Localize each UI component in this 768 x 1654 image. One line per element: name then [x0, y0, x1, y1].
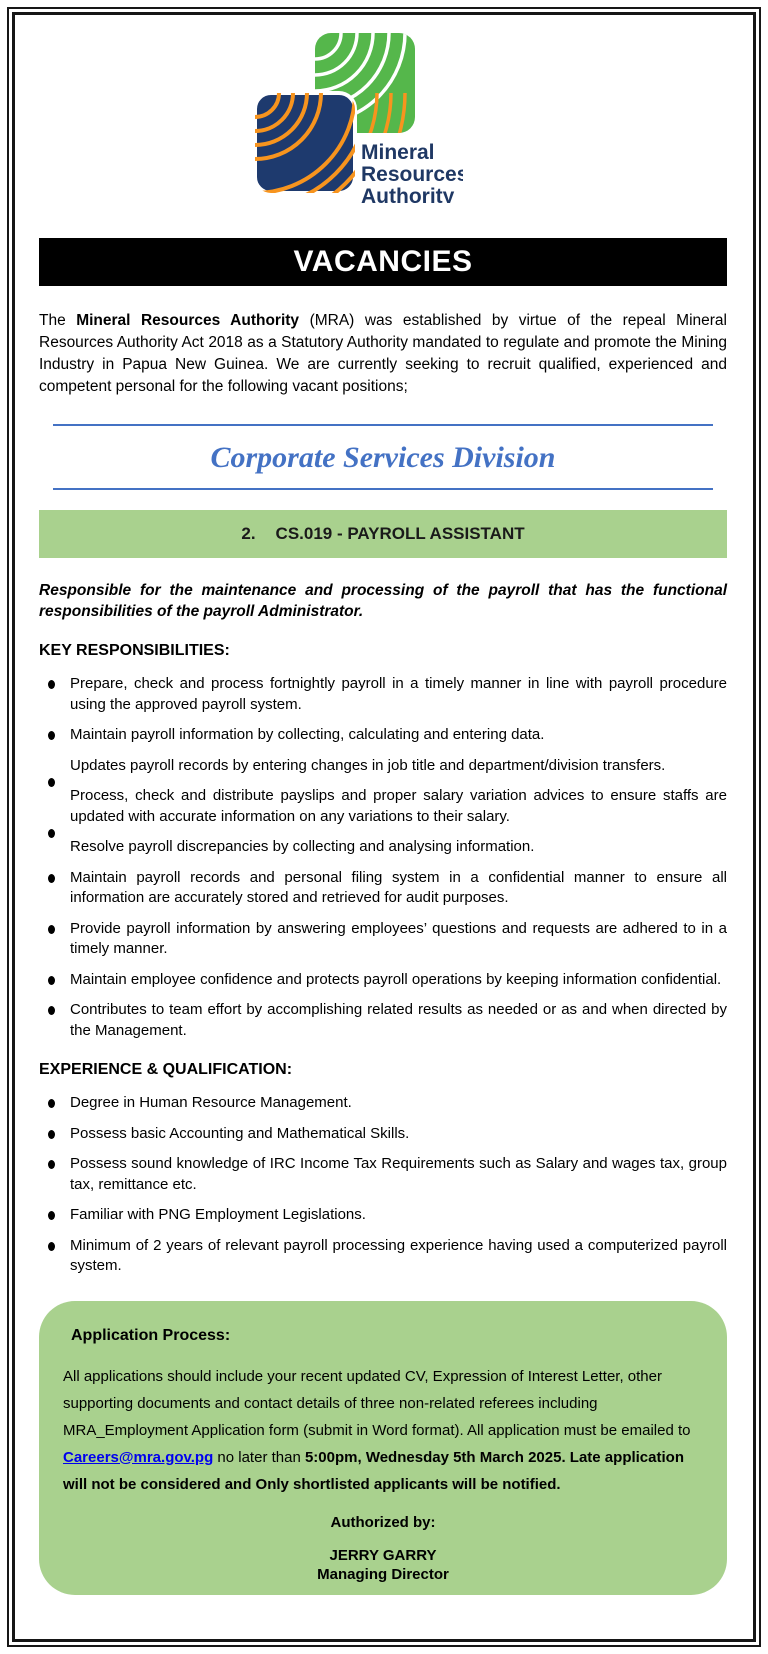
bullet-icon	[48, 1130, 55, 1139]
bullet-icon	[48, 1211, 55, 1220]
bullet-icon	[48, 1006, 55, 1015]
list-item	[39, 725, 727, 746]
list-item	[39, 1000, 727, 1041]
application-process-body	[63, 1363, 703, 1498]
list-item	[39, 919, 727, 960]
list-item	[39, 1154, 727, 1195]
bullet-icon	[48, 925, 55, 934]
authorized-by-label: Authorized by:	[330, 1513, 436, 1531]
position-title: CS.019 - PAYROLL ASSISTANT	[275, 524, 525, 543]
authorized-title: Managing Director	[317, 1565, 449, 1583]
list-item-text: Updates payroll records by entering changes in job title and department/division transfers.	[70, 756, 666, 774]
application-deadline-text: 5:00pm, Wednesday 5th March 2025. Late application will not be considered and Only shortlisted applicants will be notified.	[63, 1448, 684, 1493]
position-number: 2.	[241, 524, 256, 543]
careers-email-link[interactable]: Careers@mra.gov.pg	[63, 1448, 214, 1466]
list-item	[39, 786, 727, 827]
logo-word-2: Resources	[361, 163, 463, 186]
list-item-text: Minimum of 2 years of relevant payroll processing experience having used a computerized payroll system.	[70, 1236, 727, 1274]
division-section	[39, 424, 727, 490]
list-item-text: Maintain payroll information by collecting, calculating and entering data.	[70, 726, 545, 743]
mra-logo	[253, 31, 463, 208]
document-page	[15, 15, 753, 1639]
list-item-text: Provide payroll information by answering employees’ questions and requests are adhered to in a timely manner.	[70, 919, 727, 957]
list-item	[39, 674, 727, 715]
application-process-heading: Application Process:	[71, 1326, 231, 1344]
position-banner	[39, 510, 727, 558]
bullet-icon	[48, 1099, 55, 1108]
division-rule-bottom	[53, 488, 713, 490]
application-body-mid: no later than	[213, 1448, 305, 1466]
position-summary: Responsible for the maintenance and processing of the payroll that has the functional responsibilities of the payroll Administrator.	[39, 582, 727, 620]
list-item	[39, 1205, 727, 1226]
list-item-text: Resolve payroll discrepancies by collecting and analysing information.	[70, 838, 535, 855]
list-item-text: Maintain payroll records and personal filing system in a confidential manner to ensure all information are accurately stored and retrieved for audit purposes.	[70, 868, 727, 906]
bullet-icon	[48, 778, 55, 787]
vacancies-title: VACANCIES	[293, 245, 473, 278]
list-item-text: Maintain employee confidence and protects payroll operations by keeping information confidential.	[70, 970, 722, 988]
list-item-text: Possess sound knowledge of IRC Income Tax Requirements such as Salary and wages tax, group tax, remittance etc.	[70, 1155, 727, 1193]
list-item-text: Prepare, check and process fortnightly payroll in a timely manner in line with payroll procedure using the approved payroll system.	[70, 675, 727, 713]
division-rule-top	[53, 424, 713, 426]
list-item-text: Contributes to team effort by accomplishing related results as needed or as and when directed by the Management.	[70, 1001, 727, 1039]
bullet-icon	[48, 1160, 55, 1169]
intro-rest: (MRA) was established by virtue of the repeal Mineral Resources Authority Act 2018 as a Statutory Authority mandated to regulate and promote the Mining Industry in Papua New Guinea. We are currently seeking to recruit qualified, experienced and competent personal for the following vacant positions;	[39, 312, 727, 395]
key-responsibilities-list	[39, 674, 727, 1041]
bullet-icon	[48, 829, 55, 838]
bullet-icon	[48, 731, 55, 740]
bullet-icon	[48, 874, 55, 883]
list-item-text: Familiar with PNG Employment Legislations.	[70, 1206, 366, 1223]
application-body-start: All applications should include your recent updated CV, Expression of Interest Letter, other supporting documents and contact details of three non-related referees including MRA_Employment Application form (submit in Word format). All application must be emailed to	[63, 1367, 691, 1439]
logo-wordmark	[361, 141, 463, 203]
experience-list	[39, 1093, 727, 1277]
experience-heading: EXPERIENCE & QUALIFICATION:	[39, 1061, 293, 1078]
bullet-icon	[48, 1242, 55, 1251]
list-item	[39, 1093, 727, 1114]
logo-word-3: Authority	[361, 185, 455, 203]
vacancies-banner	[39, 238, 727, 286]
key-responsibilities-heading: KEY RESPONSIBILITIES:	[39, 642, 230, 659]
intro-prefix: The	[39, 312, 77, 329]
list-item	[39, 868, 727, 909]
division-title: Corporate Services Division	[210, 441, 556, 474]
list-item	[39, 1124, 727, 1145]
bullet-icon	[48, 680, 55, 689]
authorized-name: JERRY GARRY	[329, 1546, 437, 1564]
list-item	[39, 756, 727, 777]
intro-paragraph	[39, 310, 727, 398]
intro-org-name: Mineral Resources Authority	[76, 312, 300, 329]
list-item-text: Process, check and distribute payslips and proper salary variation advices to ensure staffs are updated with accurate information on any variations to their salary.	[70, 787, 727, 825]
list-item-text: Degree in Human Resource Management.	[70, 1094, 352, 1111]
mra-logo-graphic	[253, 31, 463, 203]
application-process-box	[39, 1301, 727, 1595]
bullet-icon	[48, 976, 55, 985]
list-item	[39, 970, 727, 991]
list-item-text: Possess basic Accounting and Mathematical Skills.	[70, 1124, 410, 1142]
list-item	[39, 837, 727, 858]
logo-word-1: Mineral	[361, 141, 435, 164]
list-item	[39, 1236, 727, 1277]
